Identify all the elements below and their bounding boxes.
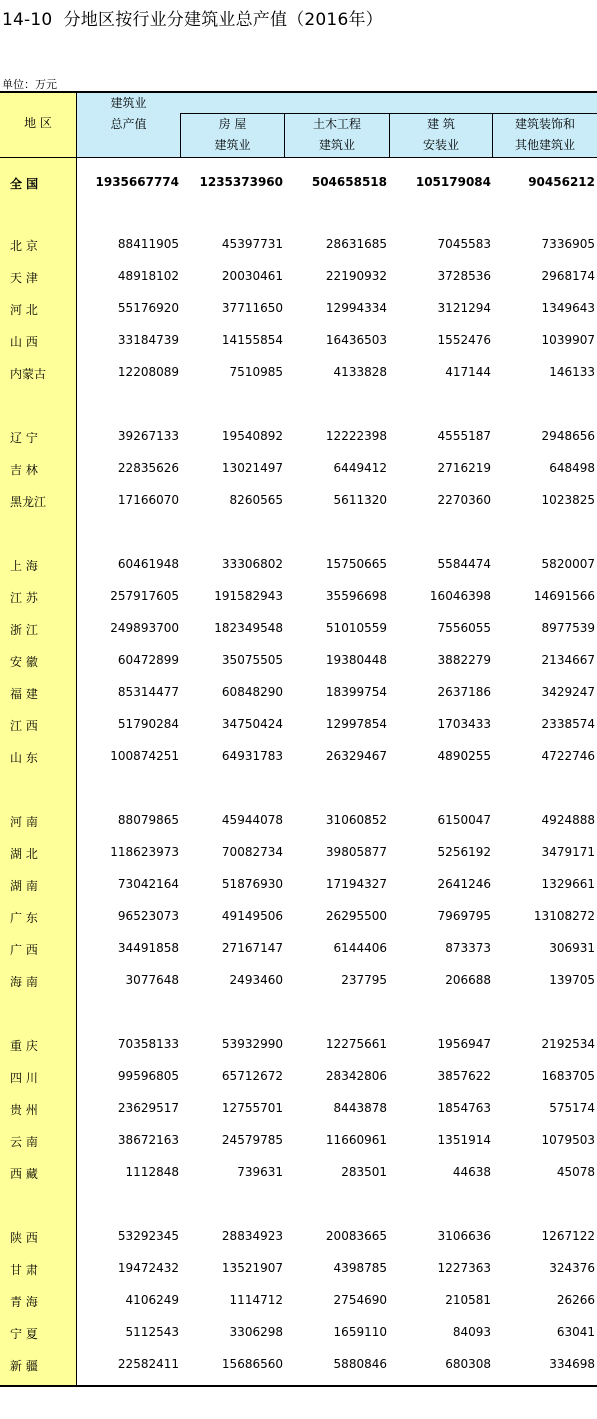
table-row-region: 湖 北 bbox=[10, 847, 38, 861]
cell-housing: 53932990 bbox=[221, 1037, 283, 1051]
cell-housing: 45944078 bbox=[221, 813, 283, 827]
cell-housing: 13521907 bbox=[221, 1261, 283, 1275]
table-row-region: 宁 夏 bbox=[10, 1327, 38, 1341]
cell-civil: 18399754 bbox=[325, 685, 387, 699]
table-row-region: 广 西 bbox=[10, 943, 38, 957]
cell-installation: 2716219 bbox=[437, 461, 491, 475]
cell-total: 4106249 bbox=[125, 1293, 179, 1307]
cell-housing: 28834923 bbox=[221, 1229, 283, 1243]
cell-total: 73042164 bbox=[117, 877, 179, 891]
cell-decoration: 45078 bbox=[556, 1165, 595, 1179]
cell-housing: 3306298 bbox=[229, 1325, 283, 1339]
cell-civil: 31060852 bbox=[325, 813, 387, 827]
cell-total: 249893700 bbox=[110, 621, 179, 635]
cell-civil: 5880846 bbox=[333, 1357, 387, 1371]
cell-decoration: 648498 bbox=[549, 461, 595, 475]
cell-installation: 3121294 bbox=[437, 301, 491, 315]
cell-decoration: 575174 bbox=[549, 1101, 595, 1115]
cell-installation: 1956947 bbox=[437, 1037, 491, 1051]
table-row-region: 辽 宁 bbox=[10, 431, 38, 445]
cell-housing: 15686560 bbox=[221, 1357, 283, 1371]
cell-total: 33184739 bbox=[117, 333, 179, 347]
cell-civil: 283501 bbox=[341, 1165, 387, 1179]
cell-installation: 44638 bbox=[452, 1165, 491, 1179]
cell-civil: 4398785 bbox=[333, 1261, 387, 1275]
cell-civil: 19380448 bbox=[325, 653, 387, 667]
cell-installation: 6150047 bbox=[437, 813, 491, 827]
cell-total: 23629517 bbox=[117, 1101, 179, 1115]
header-decoration-line2: 其他建筑业 bbox=[514, 138, 575, 152]
cell-housing: 182349548 bbox=[214, 621, 283, 635]
cell-housing: 19540892 bbox=[221, 429, 283, 443]
cell-civil: 17194327 bbox=[325, 877, 387, 891]
header-housing-line1: 房 屋 bbox=[218, 117, 247, 131]
cell-decoration: 1267122 bbox=[541, 1229, 595, 1243]
cell-decoration: 3429247 bbox=[541, 685, 595, 699]
cell-installation: 3857622 bbox=[437, 1069, 491, 1083]
table-row-region: 贵 州 bbox=[10, 1103, 38, 1117]
header-installation-line2: 安装业 bbox=[422, 138, 459, 152]
region-column-divider bbox=[76, 93, 77, 1385]
cell-housing: 64931783 bbox=[221, 749, 283, 763]
table-row-region: 江 苏 bbox=[10, 591, 38, 605]
cell-housing: 70082734 bbox=[221, 845, 283, 859]
cell-decoration: 4924888 bbox=[541, 813, 595, 827]
cell-installation: 1552476 bbox=[437, 333, 491, 347]
cell-housing: 739631 bbox=[237, 1165, 283, 1179]
cell-housing: 24579785 bbox=[221, 1133, 283, 1147]
cell-installation: 1351914 bbox=[437, 1133, 491, 1147]
header-civil-line1: 土木工程 bbox=[312, 117, 361, 131]
cell-installation: 105179084 bbox=[415, 175, 491, 189]
table-row-region: 天 津 bbox=[10, 271, 38, 285]
table-row-region: 江 西 bbox=[10, 719, 38, 733]
cell-total: 17166070 bbox=[117, 493, 179, 507]
cell-total: 34491858 bbox=[117, 941, 179, 955]
table-row-region: 海 南 bbox=[10, 975, 38, 989]
table-row-region: 广 东 bbox=[10, 911, 38, 925]
cell-housing: 12755701 bbox=[221, 1101, 283, 1115]
cell-housing: 13021497 bbox=[221, 461, 283, 475]
cell-civil: 12997854 bbox=[325, 717, 387, 731]
table-row-region: 山 西 bbox=[10, 335, 38, 349]
cell-civil: 15750665 bbox=[325, 557, 387, 571]
cell-civil: 5611320 bbox=[333, 493, 387, 507]
cell-installation: 7969795 bbox=[437, 909, 491, 923]
cell-installation: 3728536 bbox=[437, 269, 491, 283]
cell-decoration: 2192534 bbox=[541, 1037, 595, 1051]
cell-civil: 22190932 bbox=[325, 269, 387, 283]
table-row-region: 西 藏 bbox=[10, 1167, 38, 1181]
cell-installation: 210581 bbox=[445, 1293, 491, 1307]
cell-civil: 26329467 bbox=[325, 749, 387, 763]
cell-total: 3077648 bbox=[125, 973, 179, 987]
header-housing-line2: 建筑业 bbox=[214, 138, 251, 152]
cell-installation: 1227363 bbox=[437, 1261, 491, 1275]
cell-installation: 4555187 bbox=[437, 429, 491, 443]
header-total-line1: 建筑业 bbox=[110, 96, 147, 110]
table-row-region: 陕 西 bbox=[10, 1231, 38, 1245]
cell-installation: 5256192 bbox=[437, 845, 491, 859]
cell-civil: 12275661 bbox=[325, 1037, 387, 1051]
cell-housing: 37711650 bbox=[221, 301, 283, 315]
cell-decoration: 1329661 bbox=[541, 877, 595, 891]
cell-decoration: 2338574 bbox=[541, 717, 595, 731]
cell-civil: 26295500 bbox=[325, 909, 387, 923]
cell-installation: 3882279 bbox=[437, 653, 491, 667]
cell-installation: 2637186 bbox=[437, 685, 491, 699]
cell-decoration: 14691566 bbox=[533, 589, 595, 603]
table-row-region: 上 海 bbox=[10, 559, 38, 573]
cell-civil: 2754690 bbox=[333, 1293, 387, 1307]
cell-civil: 4133828 bbox=[333, 365, 387, 379]
cell-decoration: 26266 bbox=[556, 1293, 595, 1307]
table-row-region: 四 川 bbox=[10, 1071, 38, 1085]
cell-housing: 8260565 bbox=[229, 493, 283, 507]
cell-housing: 7510985 bbox=[229, 365, 283, 379]
cell-civil: 51010559 bbox=[325, 621, 387, 635]
cell-total: 99596805 bbox=[117, 1069, 179, 1083]
cell-total: 70358133 bbox=[117, 1037, 179, 1051]
cell-civil: 16436503 bbox=[325, 333, 387, 347]
cell-decoration: 2968174 bbox=[541, 269, 595, 283]
cell-installation: 1703433 bbox=[437, 717, 491, 731]
cell-civil: 11660961 bbox=[325, 1133, 387, 1147]
cell-installation: 84093 bbox=[452, 1325, 491, 1339]
table-row-region: 河 南 bbox=[10, 815, 38, 829]
cell-installation: 16046398 bbox=[429, 589, 491, 603]
cell-total: 55176920 bbox=[117, 301, 179, 315]
cell-housing: 33306802 bbox=[221, 557, 283, 571]
cell-total: 60461948 bbox=[117, 557, 179, 571]
table-row-region: 湖 南 bbox=[10, 879, 38, 893]
cell-total: 5112543 bbox=[125, 1325, 179, 1339]
cell-total: 51790284 bbox=[117, 717, 179, 731]
cell-civil: 504658518 bbox=[311, 175, 387, 189]
unit-label: 单位：万元 bbox=[2, 78, 57, 91]
table-row-region: 青 海 bbox=[10, 1295, 38, 1309]
table-row-region: 云 南 bbox=[10, 1135, 38, 1149]
cell-total: 118623973 bbox=[110, 845, 179, 859]
data-table bbox=[0, 91, 597, 1387]
cell-total: 96523073 bbox=[117, 909, 179, 923]
cell-total: 53292345 bbox=[117, 1229, 179, 1243]
cell-housing: 14155854 bbox=[221, 333, 283, 347]
cell-housing: 1235373960 bbox=[199, 175, 283, 189]
cell-civil: 12222398 bbox=[325, 429, 387, 443]
cell-decoration: 1349643 bbox=[541, 301, 595, 315]
cell-civil: 28631685 bbox=[325, 237, 387, 251]
cell-installation: 7556055 bbox=[437, 621, 491, 635]
table-row-region: 安 徽 bbox=[10, 655, 38, 669]
cell-installation: 5584474 bbox=[437, 557, 491, 571]
cell-housing: 20030461 bbox=[221, 269, 283, 283]
cell-housing: 60848290 bbox=[221, 685, 283, 699]
cell-civil: 237795 bbox=[341, 973, 387, 987]
cell-installation: 2270360 bbox=[437, 493, 491, 507]
table-row-region: 浙 江 bbox=[10, 623, 38, 637]
cell-decoration: 1683705 bbox=[541, 1069, 595, 1083]
cell-decoration: 63041 bbox=[556, 1325, 595, 1339]
cell-decoration: 324376 bbox=[549, 1261, 595, 1275]
cell-total: 257917605 bbox=[110, 589, 179, 603]
cell-total: 88411905 bbox=[117, 237, 179, 251]
cell-total: 12208089 bbox=[117, 365, 179, 379]
header-decoration-line1: 建筑装饰和 bbox=[514, 117, 575, 131]
cell-decoration: 90456212 bbox=[528, 175, 595, 189]
header-total-line2: 总产值 bbox=[110, 117, 147, 131]
cell-total: 48918102 bbox=[117, 269, 179, 283]
cell-total: 88079865 bbox=[117, 813, 179, 827]
cell-decoration: 4722746 bbox=[541, 749, 595, 763]
table-row-region: 福 建 bbox=[10, 687, 38, 701]
cell-installation: 7045583 bbox=[437, 237, 491, 251]
table-row-region: 内蒙古 bbox=[10, 367, 47, 381]
cell-installation: 2641246 bbox=[437, 877, 491, 891]
cell-decoration: 3479171 bbox=[541, 845, 595, 859]
cell-housing: 51876930 bbox=[221, 877, 283, 891]
cell-civil: 6144406 bbox=[333, 941, 387, 955]
cell-civil: 39805877 bbox=[325, 845, 387, 859]
cell-decoration: 13108272 bbox=[533, 909, 595, 923]
cell-civil: 20083665 bbox=[325, 1229, 387, 1243]
cell-decoration: 5820007 bbox=[541, 557, 595, 571]
cell-housing: 34750424 bbox=[221, 717, 283, 731]
cell-decoration: 1023825 bbox=[541, 493, 595, 507]
table-row-region: 甘 肃 bbox=[10, 1263, 38, 1277]
table-row-region: 新 疆 bbox=[10, 1359, 38, 1373]
cell-decoration: 334698 bbox=[549, 1357, 595, 1371]
cell-civil: 1659110 bbox=[333, 1325, 387, 1339]
table-bottom-rule bbox=[0, 1385, 597, 1387]
cell-total: 22835626 bbox=[117, 461, 179, 475]
header-bottom-rule bbox=[0, 157, 597, 158]
table-row-region: 山 东 bbox=[10, 751, 38, 765]
cell-housing: 65712672 bbox=[221, 1069, 283, 1083]
cell-installation: 417144 bbox=[445, 365, 491, 379]
cell-decoration: 139705 bbox=[549, 973, 595, 987]
table-title: 14-10 分地区按行业分建筑业总产值（2016年） bbox=[2, 10, 383, 30]
cell-installation: 1854763 bbox=[437, 1101, 491, 1115]
cell-civil: 12994334 bbox=[325, 301, 387, 315]
cell-total: 60472899 bbox=[117, 653, 179, 667]
table-row-region: 黑龙江 bbox=[10, 495, 47, 509]
cell-total: 38672163 bbox=[117, 1133, 179, 1147]
cell-decoration: 146133 bbox=[549, 365, 595, 379]
table-row-region: 河 北 bbox=[10, 303, 38, 317]
cell-housing: 1114712 bbox=[229, 1293, 283, 1307]
cell-decoration: 1079503 bbox=[541, 1133, 595, 1147]
cell-decoration: 8977539 bbox=[541, 621, 595, 635]
cell-civil: 35596698 bbox=[325, 589, 387, 603]
table-row-region: 北 京 bbox=[10, 239, 38, 253]
cell-civil: 8443878 bbox=[333, 1101, 387, 1115]
cell-housing: 191582943 bbox=[214, 589, 283, 603]
cell-total: 39267133 bbox=[117, 429, 179, 443]
cell-housing: 49149506 bbox=[221, 909, 283, 923]
cell-decoration: 2948656 bbox=[541, 429, 595, 443]
cell-civil: 28342806 bbox=[325, 1069, 387, 1083]
cell-installation: 3106636 bbox=[437, 1229, 491, 1243]
cell-housing: 35075505 bbox=[221, 653, 283, 667]
cell-total: 1112848 bbox=[125, 1165, 179, 1179]
cell-decoration: 1039907 bbox=[541, 333, 595, 347]
cell-total: 19472432 bbox=[117, 1261, 179, 1275]
cell-housing: 45397731 bbox=[221, 237, 283, 251]
cell-installation: 873373 bbox=[445, 941, 491, 955]
header-civil-line2: 建筑业 bbox=[318, 138, 355, 152]
table-row-region: 吉 林 bbox=[10, 463, 38, 477]
cell-total: 22582411 bbox=[117, 1357, 179, 1371]
cell-installation: 680308 bbox=[445, 1357, 491, 1371]
cell-decoration: 306931 bbox=[549, 941, 595, 955]
header-installation-line1: 建 筑 bbox=[427, 117, 455, 131]
cell-total: 100874251 bbox=[110, 749, 179, 763]
header-region: 地 区 bbox=[24, 116, 52, 130]
cell-decoration: 2134667 bbox=[541, 653, 595, 667]
cell-installation: 206688 bbox=[445, 973, 491, 987]
cell-total: 1935667774 bbox=[95, 175, 179, 189]
cell-civil: 6449412 bbox=[333, 461, 387, 475]
cell-decoration: 7336905 bbox=[541, 237, 595, 251]
cell-total: 85314477 bbox=[117, 685, 179, 699]
cell-installation: 4890255 bbox=[437, 749, 491, 763]
cell-housing: 27167147 bbox=[221, 941, 283, 955]
table-row-region: 重 庆 bbox=[10, 1039, 38, 1053]
cell-housing: 2493460 bbox=[229, 973, 283, 987]
table-row-region: 全 国 bbox=[10, 177, 39, 191]
region-column-background bbox=[0, 93, 76, 1385]
